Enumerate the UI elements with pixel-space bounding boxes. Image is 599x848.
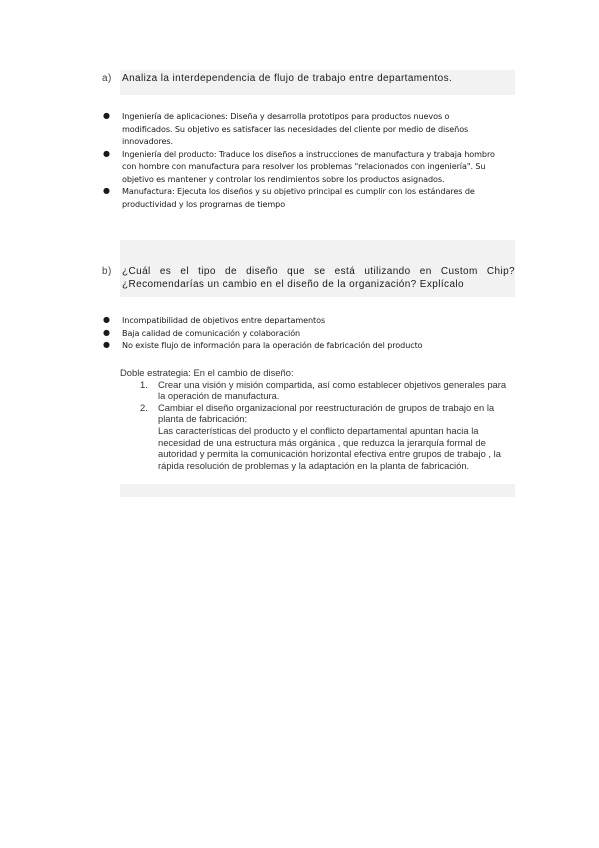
step-number: 2. (140, 401, 148, 413)
department-text: Manufactura: Ejecuta los diseños y su objetivo principal es cumplir con los estándares de productividad y los programas de tiempo (122, 186, 475, 209)
list-item (120, 379, 515, 402)
question-b-text: ¿Cuál es el tipo de diseño que se está utilizando en Custom Chip?¿Recomendarías un cambio en el diseño de la organización? Explícalo (122, 266, 515, 290)
answer-shade-c (120, 484, 515, 497)
list-item (102, 148, 502, 186)
question-b-label: b) (102, 266, 112, 277)
problem-text: Baja calidad de comunicación y colaboración (122, 327, 301, 338)
question-a-label: a) (102, 73, 112, 84)
list-item (102, 314, 502, 327)
department-text: Ingeniería de aplicaciones: Diseña y desarrolla prototipos para productos nuevos o modificados. Su objetivo es satisfacer las necesidades del cliente por medio de diseños innovadores. (122, 111, 469, 146)
problem-text: Incompatibilidad de objetivos entre departamentos (122, 315, 326, 325)
list-item (102, 185, 502, 210)
departments-list (102, 110, 502, 210)
bullet-icon: ● (103, 340, 110, 349)
bullet-icon: ● (103, 111, 110, 120)
strategy-section (120, 367, 515, 471)
bullet-icon: ● (103, 186, 110, 195)
bullet-icon: ● (103, 148, 110, 158)
step-text: Crear una visión y misión compartida, así como establecer objetivos generales para la operación de manufactura. (158, 378, 507, 402)
problem-text: No existe flujo de información para la operación de fabricación del producto (122, 340, 423, 350)
question-b (102, 265, 515, 291)
question-a-text: Analiza la interdependencia de flujo de trabajo entre departamentos. (122, 73, 453, 84)
step-detail: Las características del producto y el conflicto departamental apuntan hacia la necesidad de una estructura más orgánica , que reduzca la jerarquía formal de autoridad y permita la comunicación horizontal efectiva entre grupos de trabajo , la rápida resolución de problemas y la adaptación en la planta de fabricación. (158, 424, 501, 471)
strategy-intro: Doble estrategia: En el cambio de diseño: (120, 367, 294, 378)
step-text: Cambiar el diseño organizacional por reestructuración de grupos de trabajo en la planta de fabricación: (158, 401, 495, 425)
bullet-icon: ● (103, 327, 110, 337)
list-item (102, 339, 502, 352)
list-item (102, 327, 502, 340)
department-text: Ingeniería del producto: Traduce los diseños a instrucciones de manufactura y trabaja hombro con hombre con manufactura para resolver los problemas "relacionados con ingeniería". Su objetivo es mantener y controlar los rendimientos sobre los productos asignados. (122, 148, 495, 184)
list-item (102, 110, 502, 148)
step-number: 1. (140, 378, 148, 390)
question-a (102, 72, 515, 86)
bullet-icon: ● (103, 315, 110, 324)
strategy-steps (120, 379, 515, 472)
problems-list (102, 314, 502, 352)
list-item (120, 402, 515, 472)
